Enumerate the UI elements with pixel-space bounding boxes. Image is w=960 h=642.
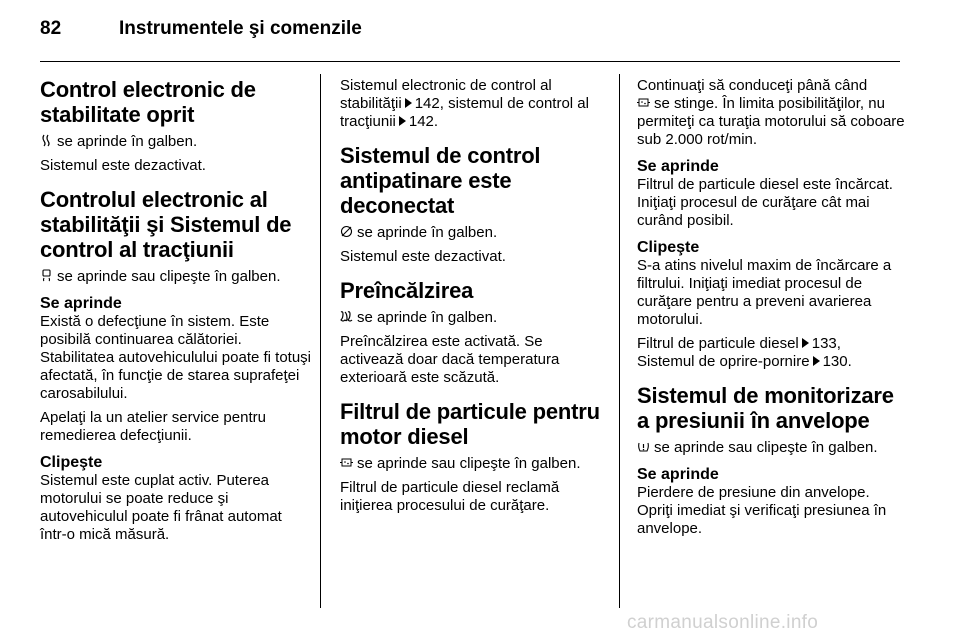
lit-text: Există o defecţiune în sistem. Este posibilă continuarea călătoriei. Stabilitatea autovehiculului poate fi totuşi afectată, în funcţie de starea suprafeţei carosabilului. (40, 313, 312, 402)
dpf-flash-text: S-a atins nivelul maxim de încărcare a filtrului. Iniţiaţi imediat procesul de curăţare pentru a preveni avarierea motorului. (637, 257, 892, 328)
esc-off-icon (40, 134, 53, 147)
dpf-text: Filtrul de particule diesel reclamă iniţierea procesului de curăţare. (340, 479, 560, 514)
column-divider-1 (320, 74, 321, 608)
dpf-icon (340, 456, 353, 469)
page-number: 82 (40, 18, 62, 39)
column-divider-2 (619, 74, 620, 608)
preheat-coil-icon (340, 310, 353, 323)
dpf-indicator-line: se aprinde sau clipeşte în galben. (340, 455, 604, 473)
subheading-lit: Se aprinde (637, 158, 719, 175)
column-2 (340, 77, 604, 521)
esc-tc-indicator-line: se aprinde sau clipeşte în galben. (40, 268, 312, 286)
heading-esc-tc: Controlul electronic al stabilităţii şi Sistemul de control al tracţiunii (40, 187, 292, 262)
heading-tpms: Sistemul de monitorizare a presiunii în anvelope (637, 383, 894, 433)
subheading-lit: Se aprinde (40, 295, 122, 312)
heading-tc-off: Sistemul de control antipatinare este deconectat (340, 143, 541, 218)
tc-off-status: Sistemul este dezactivat. (340, 248, 506, 265)
tc-off-icon (340, 225, 353, 238)
page-ref-arrow-icon (405, 98, 412, 108)
subheading-tpms-lit: Se aprinde (637, 466, 719, 483)
page-ref-arrow-icon (802, 338, 809, 348)
reference-paragraph: Sistemul electronic de control al stabilităţii 142, sistemul de control al tracţiunii 142. (340, 77, 589, 130)
heading-preheat: Preîncălzirea (340, 278, 474, 303)
header-rule (40, 61, 900, 62)
subheading-flash: Clipeşte (40, 454, 103, 471)
lit-text-2: Apelaţi la un atelier service pentru remedierea defecţiunii. (40, 409, 266, 444)
watermark: carmanualsonline.info (627, 612, 819, 633)
esc-off-status: Sistemul este dezactivat. (40, 157, 206, 174)
heading-dpf: Filtrul de particule pentru motor diesel (340, 399, 600, 449)
subheading-flash: Clipeşte (637, 239, 700, 256)
tpms-indicator-line: se aprinde sau clipeşte în galben. (637, 439, 907, 457)
column-3 (637, 77, 907, 544)
preheat-text: Preîncălzirea este activată. Se activează doar dacă temperatura exterioară este scăzută. (340, 333, 560, 386)
esc-tc-icon (40, 269, 53, 282)
preheat-indicator-line: se aprinde în galben. (340, 309, 604, 327)
tire-pressure-icon (637, 440, 650, 453)
column-1 (40, 77, 312, 550)
page-ref-arrow-icon (399, 116, 406, 126)
esc-off-indicator-line: se aprinde în galben. (40, 133, 312, 151)
running-title: Instrumentele şi comenzile (119, 18, 362, 39)
page-ref-arrow-icon (813, 356, 820, 366)
continue-driving-text: Continuaţi să conduceţi până când se stinge. În limita posibilităţilor, nu permiteţi ca turaţia motorului să coboare sub 2.000 rot/min. (637, 77, 905, 148)
dpf-icon (637, 96, 650, 109)
heading-esc-off: Control electronic de stabilitate oprit (40, 77, 256, 127)
dpf-lit-text: Filtrul de particule diesel este încărcat. Iniţiaţi procesul de curăţare cât mai curând posibil. (637, 176, 893, 229)
tpms-lit-text: Pierdere de presiune din anvelope. Opriţi imediat şi verificaţi presiunea în anvelope. (637, 484, 887, 537)
tc-off-indicator-line: se aprinde în galben. (340, 224, 604, 242)
cross-references: Filtrul de particule diesel 133, Sistemul de oprire-pornire 130. (637, 335, 852, 370)
flash-text: Sistemul este cuplat activ. Puterea motorului se poate reduce şi autovehiculul poate fi frânat automat într-o mică măsură. (40, 472, 282, 543)
